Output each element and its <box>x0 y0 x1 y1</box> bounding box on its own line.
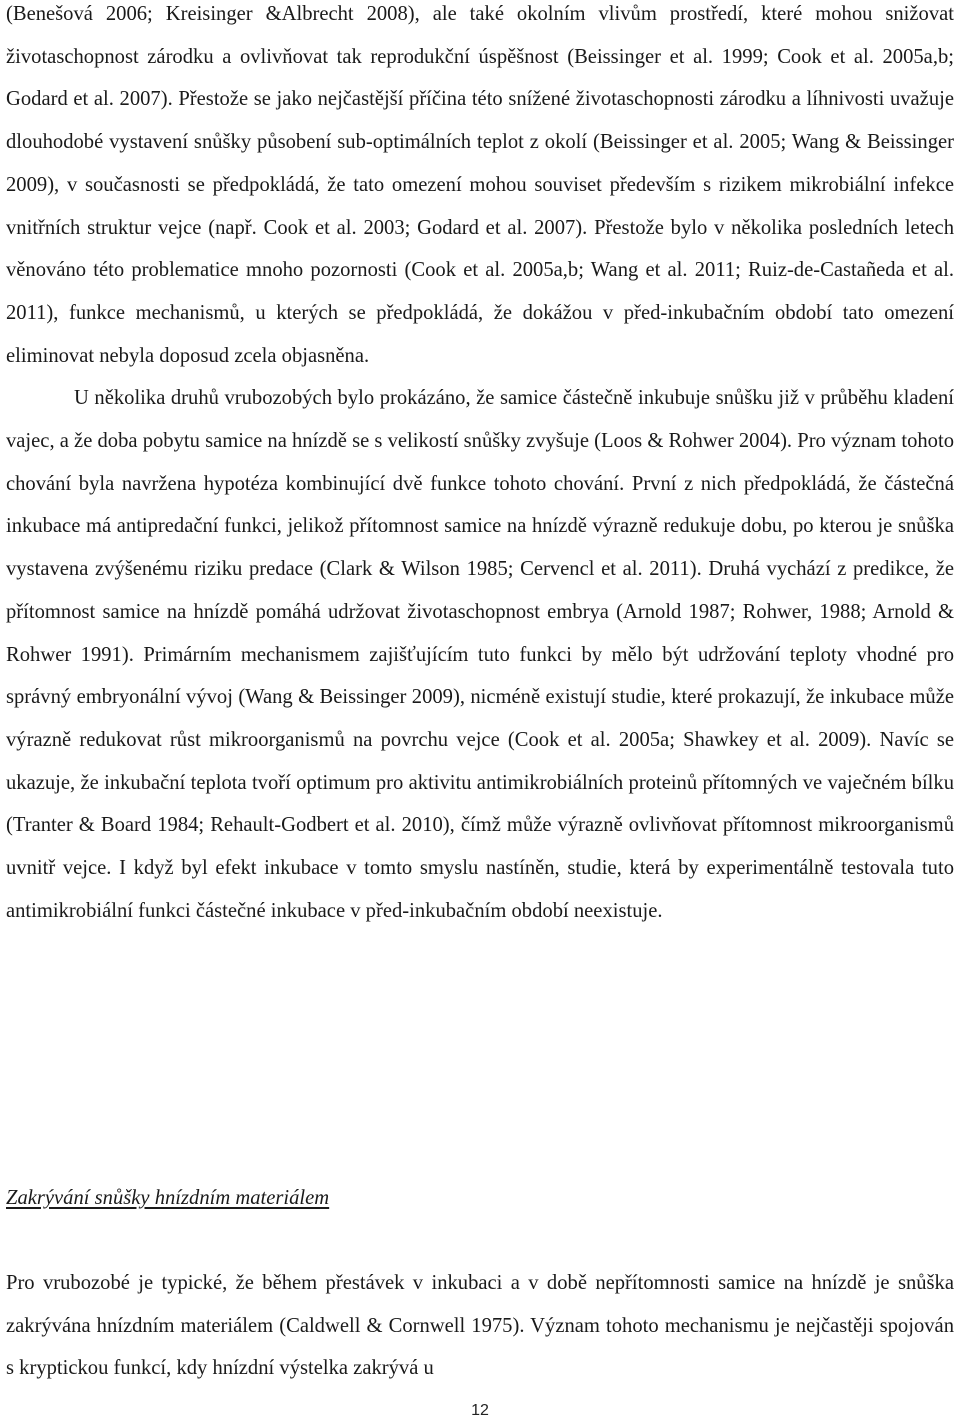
page-number: 12 <box>471 1402 489 1419</box>
body-paragraph: (Benešová 2006; Kreisinger &Albrecht 2008), ale také okolním vlivům prostředí, které mohou snižovat životaschopnost zárodku a ovlivňovat tak reprodukční úspěšnost (Beissinger et al. 1999; Cook et al. 2005a,b; Godard et al. 2007). Přestože se jako nejčastější příčina této snížené životaschopnosti zárodku a líhnivosti uvažuje dlouhodobé vystavení snůšky působení sub-optimálních teplot z okolí (Beissinger et al. 2005; Wang & Beissinger 2009), v současnosti se předpokládá, že tato omezení mohou souviset především s rizikem mikrobiální infekce vnitřních struktur vejce (např. Cook et al. 2003; Godard et al. 2007). Přestože bylo v několika posledních letech věnováno této problematice mnoho pozornosti (Cook et al. 2005a,b; Wang et al. 2011; Ruiz-de-Castañeda et al. 2011), funkce mechanismů, u kterých se předpokládá, že dokážou v před-inkubačním období tato omezení eliminovat nebyla doposud zcela objasněna. <box>6 3 954 367</box>
section-heading: Zakrývání snůšky hnízdním materiálem <box>6 1187 330 1209</box>
section-paragraph: Pro vrubozobé je typické, že během přestávek v inkubaci a v době nepřítomnosti samice na hnízdě je snůška zakrývána hnízdním materiálem (Caldwell & Cornwell 1975). Význam tohoto mechanismu je nejčastěji spojován s kryptickou funkcí, kdy hnízdní výstelka zakrývá u <box>6 1272 954 1380</box>
body-paragraph: U několika druhů vrubozobých bylo prokázáno, že samice částečně inkubuje snůšku již v průběhu kladení vajec, a že doba pobytu samice na hnízdě se s velikostí snůšky zvyšuje (Loos & Rohwer 2004). Pro význam tohoto chování byla navržena hypotéza kombinující dvě funkce tohoto chování. První z nich předpokládá, že částečná inkubace má antipredační funkci, jelikož přítomnost samice na hnízdě výrazně redukuje dobu, po kterou je snůška vystavena zvýšenému riziku predace (Clark & Wilson 1985; Cervencl et al. 2011). Druhá vychází z predikce, že přítomnost samice na hnízdě pomáhá udržovat životaschopnost embrya (Arnold 1987; Rohwer, 1988; Arnold & Rohwer 1991). Primárním mechanismem zajišťujícím tuto funkci by mělo být udržování teploty vhodné pro správný embryonální vývoj (Wang & Beissinger 2009), nicméně existují studie, které prokazují, že inkubace může výrazně redukovat růst mikroorganismů na povrchu vejce (Cook et al. 2005a; Shawkey et al. 2009). Navíc se ukazuje, že inkubační teplota tvoří optimum pro aktivitu antimikrobiálních proteinů přítomných ve vaječném bílku (Tranter & Board 1984; Rehault-Godbert et al. 2010), čímž může výrazně ovlivňovat přítomnost mikroorganismů uvnitř vejce. I když byl efekt inkubace v tomto smyslu nastíněn, studie, která by experimentálně testovala tuto antimikrobiální funkci částečné inkubace v před-inkubačním období neexistuje. <box>6 387 954 922</box>
document-page <box>6 0 954 1380</box>
